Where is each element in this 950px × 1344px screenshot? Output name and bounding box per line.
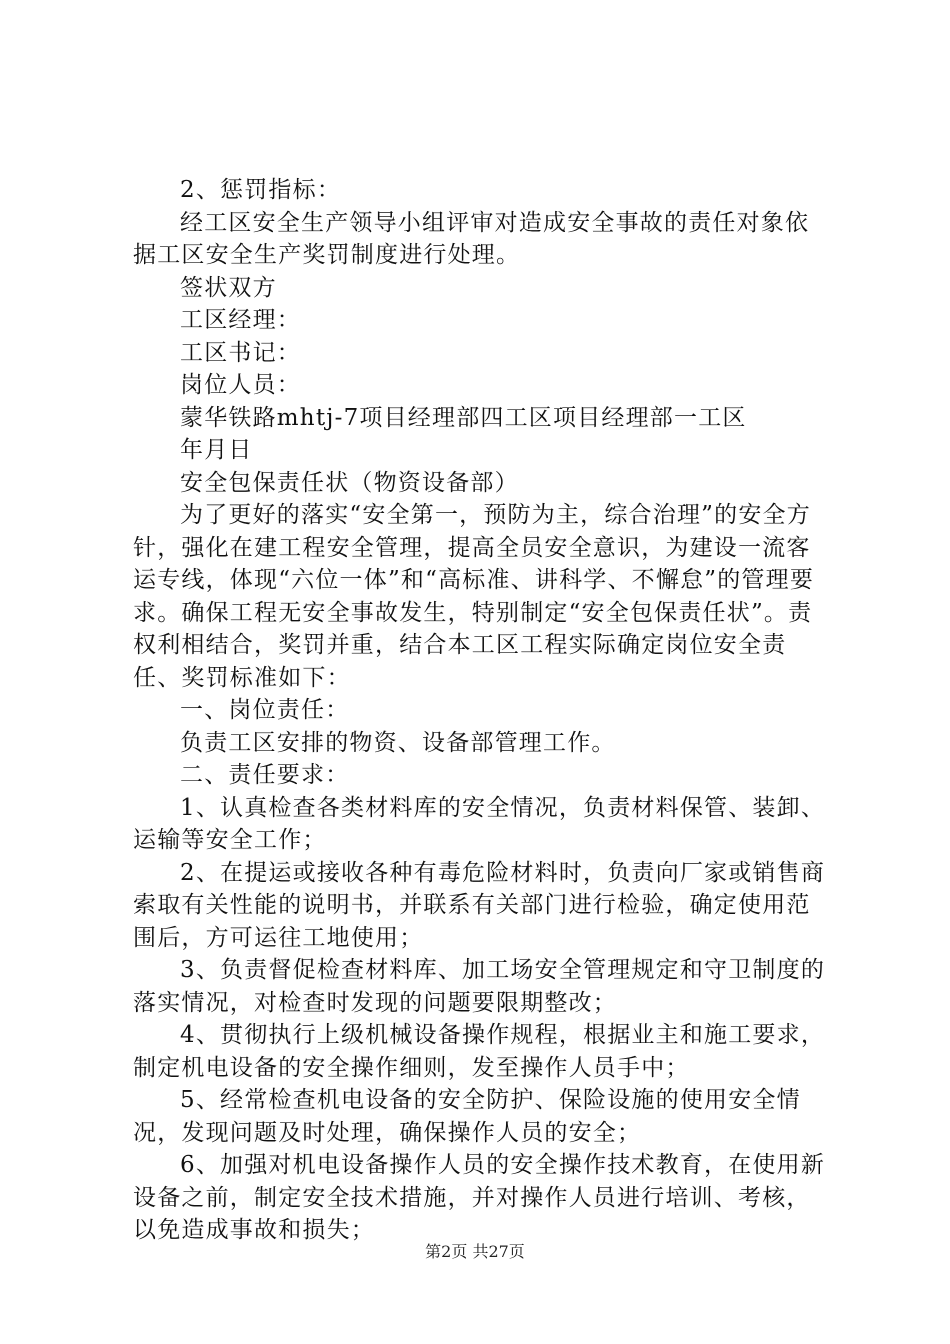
paragraph-requirement-2: 2、在提运或接收各种有毒危险材料时，负责向厂家或销售商索取有关性能的说明书，并联系有关部门进行检验，确定使用范围后，方可运往工地使用； xyxy=(133,859,826,951)
paragraph-secretary: 工区书记： xyxy=(180,339,301,366)
document-body xyxy=(133,174,833,1247)
paragraph-duty-heading: 一、岗位责任： xyxy=(180,697,350,723)
paragraph-date: 年月日 xyxy=(180,437,253,463)
paragraph-intro: 为了更好的落实“安全第一，预防为主，综合治理”的安全方针，强化在建工程安全管理，提高全员安全意识，为建设一流客运专线，体现“六位一体”和“高标准、讲科学、不懈怠”的管理要求。确保工程无安全事故发生，特别制定“安全包保责任状”。责权利相结合，奖罚并重，结合本工区工程实际确定岗位安全责任、奖罚标准如下： xyxy=(133,502,815,691)
paragraph-requirement-3: 3、负责督促检查材料库、加工场安全管理规定和守卫制度的落实情况，对检查时发现的问题要限期整改； xyxy=(133,957,826,1016)
paragraph-requirement-5: 5、经常检查机电设备的安全防护、保险设施的使用安全情况，发现问题及时处理，确保操作人员的安全； xyxy=(133,1087,801,1146)
paragraph-requirement-1: 1、认真检查各类材料库的安全情况，负责材料保管、装卸、运输等安全工作； xyxy=(133,794,826,853)
page-footer xyxy=(0,1241,950,1263)
paragraph-duty-text: 负责工区安排的物资、设备部管理工作。 xyxy=(180,729,616,756)
paragraph-staff: 岗位人员： xyxy=(180,372,301,398)
paragraph-requirements-heading: 二、责任要求： xyxy=(180,762,350,788)
paragraph-signing-parties: 签状双方 xyxy=(180,274,277,301)
paragraph-section-title: 安全包保责任状（物资设备部） xyxy=(180,469,519,496)
paragraph-penalty-heading: 2、惩罚指标： xyxy=(180,177,342,203)
paragraph-manager: 工区经理： xyxy=(180,307,301,333)
paragraph-requirement-6: 6、加强对机电设备操作人员的安全操作技术教育，在使用新设备之前，制定安全技术措施，并对操作人员进行培训、考核，以免造成事故和损失； xyxy=(133,1152,826,1243)
paragraph-penalty-text: 经工区安全生产领导小组评审对造成安全事故的责任对象依据工区安全生产奖罚制度进行处理。 xyxy=(133,209,810,268)
page-number: 第2页 共27页 xyxy=(425,1242,525,1261)
paragraph-organization: 蒙华铁路mhtj-7项目经理部四工区项目经理部一工区 xyxy=(180,404,747,431)
paragraph-requirement-4: 4、贯彻执行上级机械设备操作规程，根据业主和施工要求，制定机电设备的安全操作细则，发至操作人员手中； xyxy=(133,1022,826,1081)
